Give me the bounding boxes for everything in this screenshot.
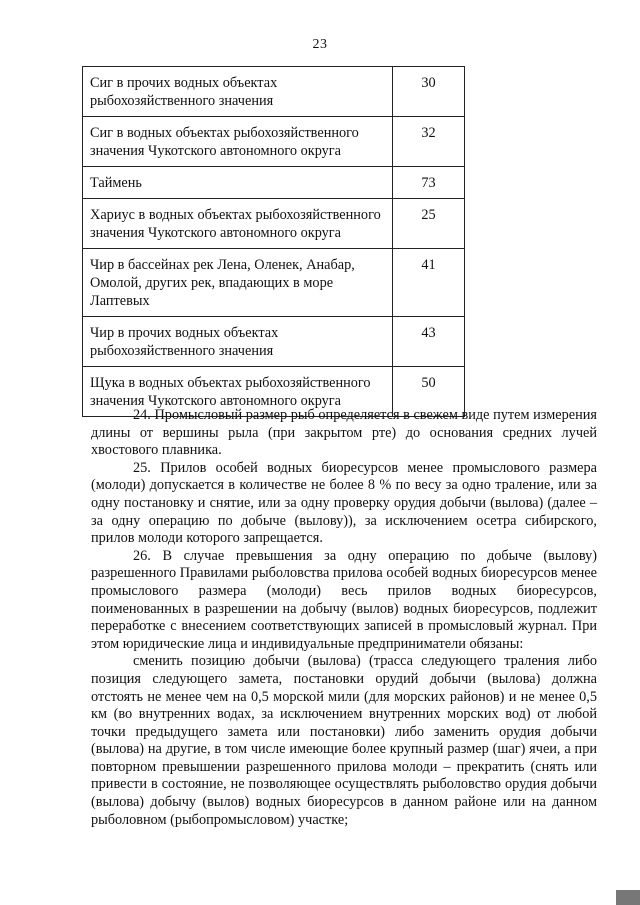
fish-name-cell: Щука в водных объектах рыбохозяйственного значения Чукотского автономного округа [83,367,393,417]
size-value-cell: 41 [393,249,465,317]
paragraph-25: 25. Прилов особей водных биоресурсов менее промыслового размера (молоди) допускается в количестве не более 8 % по весу за одно траление, или за одну постановку и снятие, или за одну проверку орудия добычи (вылова) (далее – за одну операцию по добыче (вылову)), за исключением осетра сибирского, прилов молоди которого запрещается. [91,459,597,547]
fish-name-cell: Чир в бассейнах рек Лена, Оленек, Анабар, Омолой, других рек, впадающих в море Лаптевых [83,249,393,317]
size-value-cell: 73 [393,167,465,199]
size-value-cell: 50 [393,367,465,417]
fish-name-cell: Сиг в прочих водных объектах рыбохозяйственного значения [83,67,393,117]
size-value-cell: 30 [393,67,465,117]
document-body [91,407,597,829]
fish-name-cell: Таймень [83,167,393,199]
paragraph-24: 24. Промысловый размер рыб определяется в свежем виде путем измерения длины от вершины рыла (при закрытом рте) до основания средних лучей хвостового плавника. [91,407,597,459]
paragraph-26-obligation: сменить позицию добычи (вылова) (трасса следующего траления либо позиция следующего замета, постановки орудий добычи (вылова) должна отстоять не менее чем на 0,5 морской мили (для морских районов) и не менее 0,5 км (во внутренних водах, за исключением внутренних морских вод) от любой точки предыдущего замета или постановки) либо заменить орудия добычи (вылова) на другие, в том числе имеющие более крупный размер (шаг) ячеи, а при повторном превышении разрешенного прилова молоди – прекратить (снять или привести в состояние, не позволяющее осуществлять рыболовство орудия добычи (вылова) добычу (вылов) водных биоресурсов в данном районе или на данном рыболовном (рыбопромысловом) участке; [91,653,597,828]
size-value-cell: 25 [393,199,465,249]
page-number: 23 [312,37,328,52]
table-row [83,317,465,367]
table-row [83,249,465,317]
table-row [83,199,465,249]
scan-edge-mark [616,890,640,905]
fish-name-cell: Чир в прочих водных объектах рыбохозяйственного значения [83,317,393,367]
table-row [83,167,465,199]
paragraph-26: 26. В случае превышения за одну операцию по добыче (вылову) разрешенного Правилами рыболовства прилова особей водных биоресурсов менее промыслового размера (молоди) весь прилов водных биоресурсов, поименованных в разрешении на добычу (вылов) водных биоресурсов, подлежит переработке с внесением соответствующих записей в промысловый журнал. При этом юридические лица и индивидуальные предприниматели обязаны: [91,547,597,652]
table-row [83,117,465,167]
size-value-cell: 43 [393,317,465,367]
fish-name-cell: Сиг в водных объектах рыбохозяйственного значения Чукотского автономного округа [83,117,393,167]
size-value-cell: 32 [393,117,465,167]
fish-size-table [82,66,465,417]
fish-name-cell: Хариус в водных объектах рыбохозяйственного значения Чукотского автономного округа [83,199,393,249]
table-row [83,67,465,117]
